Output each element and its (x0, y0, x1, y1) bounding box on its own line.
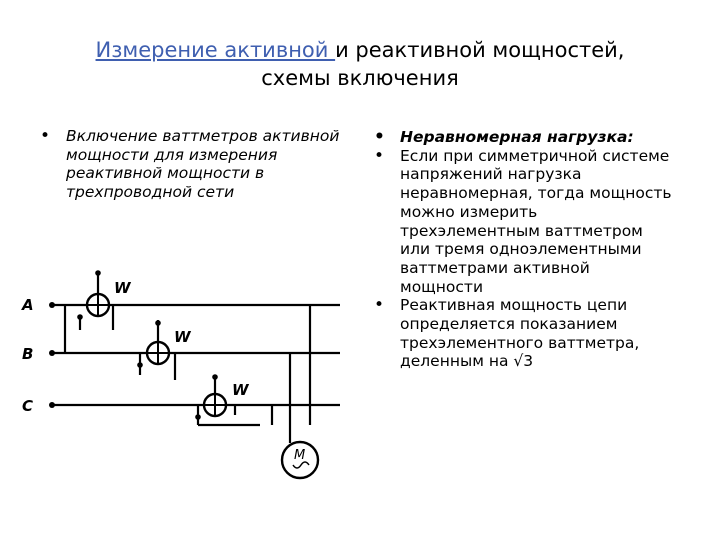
phase-b-label: B (22, 345, 34, 363)
phase-c-label: C (22, 397, 34, 415)
wattmeter-2 (147, 342, 169, 364)
left-bullet: • Включение ваттметров активной мощности для измерения реактивной мощности в трехпроводной сети (38, 127, 358, 202)
wattmeter-3 (204, 394, 226, 416)
title-rest: и реактивной мощностей, (335, 38, 625, 62)
motor (282, 442, 318, 478)
title-line-2: схемы включения (261, 66, 459, 90)
right-bullet-heading: • Неравномерная нагрузка: (372, 128, 672, 147)
left-bullet-list (38, 127, 358, 202)
title-link[interactable]: Измерение активной (95, 38, 336, 62)
slide-title (40, 36, 680, 92)
wattmeter-circuit-diagram (10, 255, 360, 535)
wattmeter-1 (87, 294, 109, 316)
wattmeter-2-label: W (174, 328, 191, 346)
left-column (38, 127, 358, 202)
right-bullet-uneven-load: • Если при симметричной системе напряжений нагрузка неравномерная, тогда мощность можно измерить трехэлементным ваттметром или тремя одноэлементными ваттметрами активной мощности (372, 147, 672, 297)
phase-a-label: A (22, 296, 34, 314)
motor-label: M (294, 448, 306, 463)
right-bullet-reactive-power: • Реактивная мощность цепи определяется показанием трехэлементного ваттметра, деленным на √3 (372, 296, 672, 371)
right-column (372, 128, 672, 371)
right-bullet-list (372, 128, 672, 371)
wattmeter-1-label: W (114, 279, 131, 297)
wattmeter-3-label: W (232, 381, 249, 399)
